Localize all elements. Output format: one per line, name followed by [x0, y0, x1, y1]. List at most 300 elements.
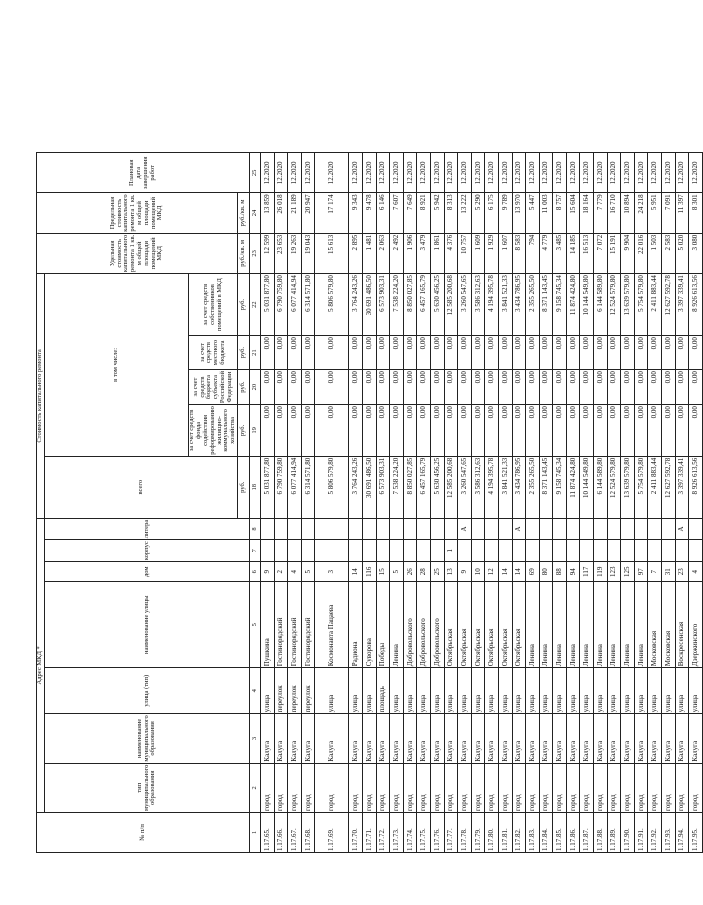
cell-limit-cost: 8 757 — [553, 193, 567, 233]
cell-specific-cost: 1 861 — [430, 233, 444, 273]
cell-korpus — [662, 540, 676, 562]
cell-litera — [362, 518, 376, 540]
cell-street-type: улица — [566, 668, 580, 714]
cell-cost-owners: 11 874 424,80 — [566, 274, 580, 336]
cell-korpus — [689, 540, 703, 562]
row-number: 1.17.93. — [662, 813, 676, 853]
cell-cost-owners: 2 355 265,50 — [526, 274, 540, 336]
cell-cost-total: 12 627 592,78 — [662, 456, 676, 518]
cell-street-name: Ленина — [566, 582, 580, 668]
cell-cost-local: 0,00 — [662, 336, 676, 370]
cell-mo-name: Калуга — [444, 714, 458, 763]
cell-limit-cost: 10 894 — [621, 193, 635, 233]
cell-cost-local: 0,00 — [362, 336, 376, 370]
cell-litera — [471, 518, 485, 540]
cell-specific-cost: 19 263 — [288, 233, 302, 273]
table-row — [349, 153, 363, 853]
row-number: 1.17.82. — [512, 813, 526, 853]
cell-korpus — [621, 540, 635, 562]
row-number: 1.17.68. — [301, 813, 315, 853]
cell-cost-total: 12 585 200,68 — [444, 456, 458, 518]
cell-street-type: улица — [621, 668, 635, 714]
row-number: 1.17.94. — [675, 813, 689, 853]
cell-street-name: Ленина — [607, 582, 621, 668]
cell-cost-fund: 0,00 — [539, 405, 553, 457]
cell-cost-owners: 12 627 592,78 — [662, 274, 676, 336]
cell-litera — [444, 518, 458, 540]
cell-mo-type: город — [301, 763, 315, 812]
cell-plan-date: 12.2020 — [539, 153, 553, 193]
cell-house: 10 — [471, 562, 485, 582]
cell-cost-total: 11 874 424,80 — [566, 456, 580, 518]
cell-litera — [301, 518, 315, 540]
cell-street-name: Ленина — [634, 582, 648, 668]
cell-plan-date: 12.2020 — [274, 153, 288, 193]
cell-cost-local: 0,00 — [634, 336, 648, 370]
cell-house: 14 — [498, 562, 512, 582]
cell-cost-local: 0,00 — [430, 336, 444, 370]
cell-korpus — [539, 540, 553, 562]
cell-mo-name: Калуга — [261, 714, 275, 763]
cell-cost-fund: 0,00 — [390, 405, 404, 457]
row-number: 1.17.65. — [261, 813, 275, 853]
cell-mo-name: Калуга — [662, 714, 676, 763]
cell-street-name: Октябрьская — [498, 582, 512, 668]
cell-mo-type: город — [648, 763, 662, 812]
cell-litera — [261, 518, 275, 540]
unit-owners: руб. — [238, 274, 250, 336]
cell-plan-date: 12.2020 — [261, 153, 275, 193]
cell-cost-owners: 3 397 339,41 — [675, 274, 689, 336]
cell-limit-cost: 24 218 — [634, 193, 648, 233]
row-number: 1.17.77. — [444, 813, 458, 853]
cell-street-name: Гостинорядский — [288, 582, 302, 668]
cell-mo-type: город — [539, 763, 553, 812]
cell-street-name: Октябрьская — [512, 582, 526, 668]
row-number: 1.17.78. — [458, 813, 472, 853]
cell-house: 9 — [261, 562, 275, 582]
cell-street-name: Пушкина — [261, 582, 275, 668]
cell-limit-cost: 9 478 — [362, 193, 376, 233]
cell-limit-cost: 8 301 — [689, 193, 703, 233]
cell-mo-type: город — [458, 763, 472, 812]
cell-cost-total: 8 371 143,45 — [539, 456, 553, 518]
cell-street-type: улица — [471, 668, 485, 714]
cell-street-name: Добровольского — [403, 582, 417, 668]
cell-cost-total: 8 850 027,85 — [403, 456, 417, 518]
cell-mo-name: Калуга — [349, 714, 363, 763]
cell-house: 2 — [274, 562, 288, 582]
cell-cost-owners: 12 585 200,68 — [444, 274, 458, 336]
cell-house: 3 — [315, 562, 349, 582]
cell-specific-cost: 1 929 — [485, 233, 499, 273]
table-row — [376, 153, 390, 853]
row-number: 1.17.83. — [526, 813, 540, 853]
cell-mo-name: Калуга — [417, 714, 431, 763]
cell-cost-total: 4 194 395,78 — [485, 456, 499, 518]
cell-limit-cost: 17 174 — [315, 193, 349, 233]
cell-plan-date: 12.2020 — [648, 153, 662, 193]
cell-house: 5 — [390, 562, 404, 582]
cell-limit-cost: 7 091 — [662, 193, 676, 233]
cell-cost-local: 0,00 — [376, 336, 390, 370]
header-litera: литера — [44, 518, 249, 540]
cell-cost-fund: 0,00 — [471, 405, 485, 457]
cell-cost-total: 6 144 589,80 — [594, 456, 608, 518]
cell-cost-region: 0,00 — [621, 370, 635, 405]
cell-cost-region: 0,00 — [689, 370, 703, 405]
cell-street-type: улица — [526, 668, 540, 714]
cell-limit-cost: 21 189 — [288, 193, 302, 233]
cell-limit-cost: 6 146 — [376, 193, 390, 233]
cell-cost-owners: 3 841 521,33 — [498, 274, 512, 336]
cell-street-type: улица — [315, 668, 349, 714]
cell-cost-fund: 0,00 — [607, 405, 621, 457]
cell-cost-local: 0,00 — [526, 336, 540, 370]
row-number: 1.17.73. — [390, 813, 404, 853]
row-number: 1.17.86. — [566, 813, 580, 853]
cell-cost-fund: 0,00 — [580, 405, 594, 457]
col-number: 22 — [250, 274, 261, 336]
cell-cost-owners: 8 850 027,85 — [403, 274, 417, 336]
table-row — [607, 153, 621, 853]
cell-mo-name: Калуга — [512, 714, 526, 763]
cell-street-name: Радиона — [349, 582, 363, 668]
cell-specific-cost: 8 583 — [512, 233, 526, 273]
cell-korpus — [390, 540, 404, 562]
cell-house: 97 — [634, 562, 648, 582]
cell-mo-name: Калуга — [689, 714, 703, 763]
cell-cost-total: 3 764 243,26 — [349, 456, 363, 518]
repair-cost-table — [36, 152, 703, 853]
cell-korpus — [471, 540, 485, 562]
cell-mo-type: город — [261, 763, 275, 812]
cell-mo-name: Калуга — [485, 714, 499, 763]
cell-mo-name: Калуга — [621, 714, 635, 763]
cell-cost-local: 0,00 — [301, 336, 315, 370]
cell-litera — [594, 518, 608, 540]
cell-plan-date: 12.2020 — [430, 153, 444, 193]
cell-cost-owners: 6 790 759,80 — [274, 274, 288, 336]
cell-cost-region: 0,00 — [349, 370, 363, 405]
cell-limit-cost: 9 789 — [498, 193, 512, 233]
cell-street-name: Победы — [376, 582, 390, 668]
cell-korpus — [526, 540, 540, 562]
cell-street-name: Добровольского — [417, 582, 431, 668]
cell-plan-date: 12.2020 — [553, 153, 567, 193]
table-row — [261, 153, 275, 853]
cell-house: 94 — [566, 562, 580, 582]
col-number: 18 — [250, 456, 261, 518]
table-row — [553, 153, 567, 853]
cell-litera — [607, 518, 621, 540]
cell-cost-local: 0,00 — [417, 336, 431, 370]
cell-mo-name: Калуга — [607, 714, 621, 763]
cell-cost-region: 0,00 — [526, 370, 540, 405]
cell-plan-date: 12.2020 — [417, 153, 431, 193]
cell-house: 4 — [288, 562, 302, 582]
cell-cost-fund: 0,00 — [512, 405, 526, 457]
cell-cost-local: 0,00 — [566, 336, 580, 370]
cell-limit-cost: 7 649 — [403, 193, 417, 233]
cell-street-name: Ленина — [594, 582, 608, 668]
cell-cost-total: 6 573 903,31 — [376, 456, 390, 518]
cell-korpus — [566, 540, 580, 562]
cell-cost-owners: 6 573 903,31 — [376, 274, 390, 336]
cell-limit-cost: 13 859 — [261, 193, 275, 233]
header-no: № п/п — [37, 813, 250, 853]
cell-cost-region: 0,00 — [485, 370, 499, 405]
cell-plan-date: 12.2020 — [444, 153, 458, 193]
cell-litera — [553, 518, 567, 540]
col-number: 25 — [250, 153, 261, 193]
cell-house: 25 — [430, 562, 444, 582]
table-row — [566, 153, 580, 853]
cell-litera — [403, 518, 417, 540]
table-row — [390, 153, 404, 853]
table-row — [301, 153, 315, 853]
col-number: 3 — [250, 714, 261, 763]
cell-plan-date: 12.2020 — [349, 153, 363, 193]
cell-cost-region: 0,00 — [553, 370, 567, 405]
col-number: 4 — [250, 668, 261, 714]
cell-specific-cost: 3 080 — [689, 233, 703, 273]
cell-cost-owners: 5 806 579,80 — [315, 274, 349, 336]
cell-street-name: Суворова — [362, 582, 376, 668]
cell-street-type: переулок — [274, 668, 288, 714]
cell-mo-name: Калуга — [498, 714, 512, 763]
cell-street-name: Ленина — [580, 582, 594, 668]
cell-cost-fund: 0,00 — [458, 405, 472, 457]
cell-specific-cost: 19 043 — [301, 233, 315, 273]
cell-house: 88 — [553, 562, 567, 582]
row-number: 1.17.72. — [376, 813, 390, 853]
header-korpus: корпус — [44, 540, 249, 562]
cell-cost-owners: 12 524 579,80 — [607, 274, 621, 336]
cell-litera: А — [675, 518, 689, 540]
cell-cost-region: 0,00 — [288, 370, 302, 405]
cell-cost-fund: 0,00 — [349, 405, 363, 457]
cell-plan-date: 12.2020 — [301, 153, 315, 193]
row-number: 1.17.67. — [288, 813, 302, 853]
table-row — [288, 153, 302, 853]
cell-mo-name: Калуга — [471, 714, 485, 763]
cell-cost-region: 0,00 — [390, 370, 404, 405]
cell-cost-region: 0,00 — [362, 370, 376, 405]
cell-mo-name: Калуга — [301, 714, 315, 763]
cell-specific-cost: 22 016 — [634, 233, 648, 273]
cell-korpus — [362, 540, 376, 562]
cell-mo-type: город — [594, 763, 608, 812]
cell-cost-region: 0,00 — [648, 370, 662, 405]
cell-cost-region: 0,00 — [662, 370, 676, 405]
cell-cost-owners: 3 434 786,95 — [512, 274, 526, 336]
cell-street-type: переулок — [288, 668, 302, 714]
cell-cost-fund: 0,00 — [430, 405, 444, 457]
cell-street-name: Октябрьская — [444, 582, 458, 668]
cell-korpus — [458, 540, 472, 562]
cell-cost-fund: 0,00 — [403, 405, 417, 457]
row-number: 1.17.87. — [580, 813, 594, 853]
cell-limit-cost: 11 397 — [675, 193, 689, 233]
row-number: 1.17.79. — [471, 813, 485, 853]
cell-street-type: улица — [553, 668, 567, 714]
table-row — [580, 153, 594, 853]
cell-cost-region: 0,00 — [376, 370, 390, 405]
row-number: 1.17.88. — [594, 813, 608, 853]
cell-litera — [566, 518, 580, 540]
table-row — [648, 153, 662, 853]
cell-litera — [376, 518, 390, 540]
table-row — [675, 153, 689, 853]
cell-mo-name: Калуга — [553, 714, 567, 763]
cell-house: 14 — [349, 562, 363, 582]
unit-total: руб. — [238, 456, 250, 518]
cell-cost-total: 5 031 877,80 — [261, 456, 275, 518]
cell-cost-fund: 0,00 — [485, 405, 499, 457]
cell-plan-date: 12.2020 — [662, 153, 676, 193]
cell-plan-date: 12.2020 — [634, 153, 648, 193]
cell-cost-local: 0,00 — [594, 336, 608, 370]
cell-cost-owners: 4 194 395,78 — [485, 274, 499, 336]
cell-cost-total: 6 790 759,80 — [274, 456, 288, 518]
cell-korpus — [430, 540, 444, 562]
cell-mo-type: город — [288, 763, 302, 812]
table-row — [539, 153, 553, 853]
cell-cost-fund: 0,00 — [594, 405, 608, 457]
cell-limit-cost: 5 447 — [526, 193, 540, 233]
cell-korpus — [634, 540, 648, 562]
cell-limit-cost: 8 313 — [444, 193, 458, 233]
cell-cost-fund: 0,00 — [498, 405, 512, 457]
cell-limit-cost: 5 290 — [471, 193, 485, 233]
cell-mo-name: Калуга — [594, 714, 608, 763]
cell-limit-cost: 26 018 — [274, 193, 288, 233]
cell-cost-total: 5 806 579,80 — [315, 456, 349, 518]
cell-cost-total: 6 077 414,94 — [288, 456, 302, 518]
cell-specific-cost: 1 481 — [362, 233, 376, 273]
table-row — [315, 153, 349, 853]
cell-street-type: улица — [458, 668, 472, 714]
cell-plan-date: 12.2020 — [594, 153, 608, 193]
cell-cost-local: 0,00 — [675, 336, 689, 370]
cell-cost-fund: 0,00 — [621, 405, 635, 457]
cell-cost-total: 2 411 883,44 — [648, 456, 662, 518]
header-region: за счет средств бюджета субъекта Российской Федерации — [189, 370, 238, 405]
cell-korpus — [376, 540, 390, 562]
cell-mo-type: город — [471, 763, 485, 812]
cell-cost-owners: 6 077 414,94 — [288, 274, 302, 336]
cell-litera — [349, 518, 363, 540]
col-number: 19 — [250, 405, 261, 457]
cell-house: 7 — [648, 562, 662, 582]
cell-litera — [526, 518, 540, 540]
cell-korpus — [512, 540, 526, 562]
cell-litera — [662, 518, 676, 540]
cell-street-type: улица — [594, 668, 608, 714]
cell-cost-region: 0,00 — [498, 370, 512, 405]
header-limit-cost: Предельная стоимость капитального ремонта 1 кв. м общей площади помещений МКД — [37, 193, 238, 233]
header-local: за счет средств местного бюджета — [189, 336, 238, 370]
cell-cost-owners: 10 144 549,80 — [580, 274, 594, 336]
cell-plan-date: 12.2020 — [390, 153, 404, 193]
cell-limit-cost: 8 921 — [417, 193, 431, 233]
cell-specific-cost: 5 020 — [675, 233, 689, 273]
cell-litera — [288, 518, 302, 540]
cell-cost-owners: 30 691 486,50 — [362, 274, 376, 336]
cell-street-type: переулок — [301, 668, 315, 714]
cell-cost-owners: 3 764 243,26 — [349, 274, 363, 336]
cell-litera — [634, 518, 648, 540]
cell-cost-fund: 0,00 — [376, 405, 390, 457]
cell-korpus — [403, 540, 417, 562]
cell-cost-region: 0,00 — [580, 370, 594, 405]
cell-street-name: Московская — [648, 582, 662, 668]
table-row — [417, 153, 431, 853]
cell-cost-fund: 0,00 — [648, 405, 662, 457]
cell-limit-cost: 18 164 — [580, 193, 594, 233]
cell-specific-cost: 1 503 — [648, 233, 662, 273]
table-row — [689, 153, 703, 853]
cell-cost-local: 0,00 — [390, 336, 404, 370]
col-number: 21 — [250, 336, 261, 370]
cell-cost-region: 0,00 — [315, 370, 349, 405]
cell-mo-type: город — [498, 763, 512, 812]
row-number: 1.17.69. — [315, 813, 349, 853]
cell-cost-region: 0,00 — [261, 370, 275, 405]
cell-limit-cost: 9 343 — [349, 193, 363, 233]
cell-street-type: площадь — [376, 668, 390, 714]
cell-litera — [417, 518, 431, 540]
cell-mo-name: Калуга — [403, 714, 417, 763]
cell-plan-date: 12.2020 — [362, 153, 376, 193]
header-house: дом — [44, 562, 249, 582]
cell-street-type: улица — [512, 668, 526, 714]
cell-limit-cost: 7 779 — [594, 193, 608, 233]
cell-house: 9 — [458, 562, 472, 582]
cell-specific-cost: 9 904 — [621, 233, 635, 273]
cell-korpus — [498, 540, 512, 562]
header-cost-group: Стоимость капитального ремонта — [37, 274, 45, 519]
cell-cost-region: 0,00 — [539, 370, 553, 405]
cell-specific-cost: 12 599 — [261, 233, 275, 273]
cell-cost-total: 9 158 745,34 — [553, 456, 567, 518]
cell-litera — [539, 518, 553, 540]
col-number: 20 — [250, 370, 261, 405]
cell-street-name: Добровольского — [430, 582, 444, 668]
cell-mo-type: город — [417, 763, 431, 812]
cell-street-name: Октябрьская — [485, 582, 499, 668]
cell-limit-cost: 5 951 — [648, 193, 662, 233]
cell-specific-cost: 14 185 — [566, 233, 580, 273]
row-number: 1.17.81. — [498, 813, 512, 853]
table-row — [498, 153, 512, 853]
cell-cost-local: 0,00 — [580, 336, 594, 370]
cell-mo-name: Калуга — [648, 714, 662, 763]
cell-cost-total: 3 260 547,65 — [458, 456, 472, 518]
cell-mo-name: Калуга — [526, 714, 540, 763]
header-street-name: наименование улицы — [44, 582, 249, 668]
col-number: 24 — [250, 193, 261, 233]
cell-cost-local: 0,00 — [471, 336, 485, 370]
cell-cost-region: 0,00 — [634, 370, 648, 405]
cell-mo-name: Калуга — [566, 714, 580, 763]
cell-house: 14 — [512, 562, 526, 582]
cell-cost-total: 7 538 224,20 — [390, 456, 404, 518]
cell-house: 13 — [444, 562, 458, 582]
cell-cost-local: 0,00 — [607, 336, 621, 370]
cell-cost-owners: 6 457 165,79 — [417, 274, 431, 336]
